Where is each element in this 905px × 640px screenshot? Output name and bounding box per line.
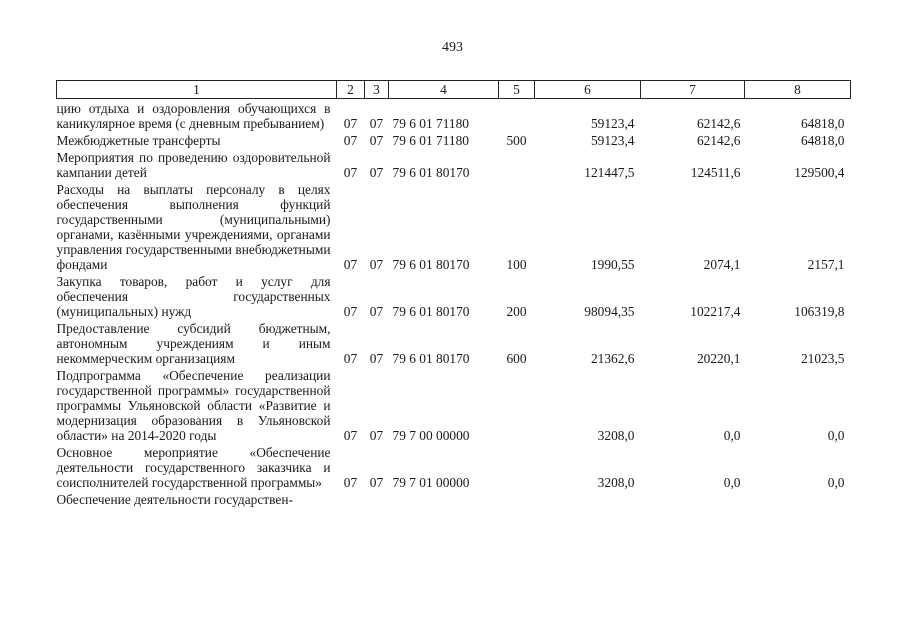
column-header-2: 2 — [337, 81, 365, 99]
row-amount-col7: 62142,6 — [696, 116, 741, 131]
row-section: 07 — [343, 351, 358, 366]
table-row — [57, 99, 851, 132]
table-row — [57, 366, 851, 443]
row-subsection: 07 — [369, 116, 384, 131]
row-amount-col8: 21023,5 — [800, 351, 845, 366]
row-subsection: 07 — [369, 351, 384, 366]
row-expense-type: 100 — [506, 257, 527, 272]
row-expense-type — [499, 443, 535, 490]
row-amount-col8 — [745, 490, 851, 507]
column-header-8: 8 — [745, 81, 851, 99]
page-number: 493 — [442, 40, 463, 55]
row-section: 07 — [343, 304, 358, 319]
row-description: Обеспечение деятельности государствен- — [56, 492, 293, 507]
row-target-code: 79 7 00 00000 — [392, 428, 470, 443]
row-amount-col8: 64818,0 — [800, 133, 845, 148]
row-subsection: 07 — [369, 304, 384, 319]
row-expense-type — [499, 148, 535, 180]
row-description: Основное мероприятие «Обеспечение деятельности государственного заказчика и соисполнителей государственной программы» — [56, 445, 331, 490]
table-row — [57, 272, 851, 319]
column-header-3: 3 — [365, 81, 389, 99]
row-expense-type: 500 — [506, 133, 527, 148]
row-amount-col6: 1990,55 — [590, 257, 635, 272]
row-amount-col6: 121447,5 — [584, 165, 635, 180]
row-amount-col7: 124511,6 — [690, 165, 741, 180]
row-amount-col6: 21362,6 — [590, 351, 635, 366]
row-subsection: 07 — [369, 475, 384, 490]
row-expense-type — [499, 99, 535, 132]
row-subsection: 07 — [369, 133, 384, 148]
row-amount-col6: 59123,4 — [590, 133, 635, 148]
column-header-1: 1 — [57, 81, 337, 99]
row-amount-col7: 2074,1 — [703, 257, 741, 272]
row-target-code: 79 6 01 71180 — [392, 133, 469, 148]
row-expense-type — [499, 490, 535, 507]
row-amount-col7: 0,0 — [723, 428, 741, 443]
row-description: Мероприятия по проведению оздоровительной кампании детей — [56, 150, 331, 180]
row-subsection — [365, 490, 389, 507]
column-header-7: 7 — [641, 81, 745, 99]
table-row — [57, 490, 851, 507]
budget-table — [56, 80, 851, 507]
row-target-code: 79 7 01 00000 — [392, 475, 470, 490]
column-header-5: 5 — [499, 81, 535, 99]
row-amount-col8: 2157,1 — [807, 257, 845, 272]
row-section — [337, 490, 365, 507]
row-expense-type: 200 — [506, 304, 527, 319]
table-row — [57, 443, 851, 490]
table-row — [57, 131, 851, 148]
row-amount-col7: 62142,6 — [696, 133, 741, 148]
row-section: 07 — [343, 257, 358, 272]
table-row — [57, 148, 851, 180]
row-subsection: 07 — [369, 428, 384, 443]
table-row — [57, 180, 851, 272]
row-amount-col8: 0,0 — [827, 428, 845, 443]
row-amount-col6: 98094,35 — [584, 304, 635, 319]
row-target-code: 79 6 01 80170 — [392, 304, 470, 319]
row-target-code: 79 6 01 80170 — [392, 165, 470, 180]
row-amount-col6: 59123,4 — [590, 116, 635, 131]
row-amount-col8: 64818,0 — [800, 116, 845, 131]
row-description: Предоставление субсидий бюджетным, автономным учреждениям и иным некоммерческим организациям — [56, 321, 331, 366]
row-amount-col6: 3208,0 — [597, 475, 635, 490]
row-expense-type — [499, 366, 535, 443]
row-section: 07 — [343, 428, 358, 443]
row-section: 07 — [343, 475, 358, 490]
row-description: Расходы на выплаты персоналу в целях обеспечения выполнения функций государственными (муниципальными) органами, казёнными учреждениями, органами управления государственными внебюджетными фондами — [56, 182, 331, 272]
row-amount-col6: 3208,0 — [597, 428, 635, 443]
row-subsection: 07 — [369, 257, 384, 272]
row-section: 07 — [343, 133, 358, 148]
row-amount-col7: 102217,4 — [690, 304, 741, 319]
row-amount-col6 — [535, 490, 641, 507]
column-header-row — [57, 81, 851, 99]
row-target-code: 79 6 01 71180 — [392, 116, 469, 131]
row-description: Межбюджетные трансферты — [56, 133, 221, 148]
column-header-6: 6 — [535, 81, 641, 99]
row-target-code: 79 6 01 80170 — [392, 351, 470, 366]
row-amount-col7: 20220,1 — [696, 351, 741, 366]
row-target-code: 79 6 01 80170 — [392, 257, 470, 272]
row-description: Подпрограмма «Обеспечение реализации государственной программы» государственной программы Ульяновской области «Развитие и модернизация образования в Ульяновской области» на 2014-2020 годы — [56, 368, 331, 443]
table-row — [57, 319, 851, 366]
row-description: цию отдыха и оздоровления обучающихся в каникулярное время (с дневным пребыванием) — [56, 101, 331, 131]
row-amount-col8: 0,0 — [827, 475, 845, 490]
row-section: 07 — [343, 116, 358, 131]
row-subsection: 07 — [369, 165, 384, 180]
row-amount-col7: 0,0 — [723, 475, 741, 490]
row-amount-col8: 129500,4 — [794, 165, 845, 180]
row-expense-type: 600 — [506, 351, 527, 366]
row-amount-col8: 106319,8 — [794, 304, 845, 319]
row-target-code — [389, 490, 499, 507]
row-amount-col7 — [641, 490, 745, 507]
row-section: 07 — [343, 165, 358, 180]
row-description: Закупка товаров, работ и услуг для обеспечения государственных (муниципальных) нужд — [56, 274, 331, 319]
column-header-4: 4 — [389, 81, 499, 99]
